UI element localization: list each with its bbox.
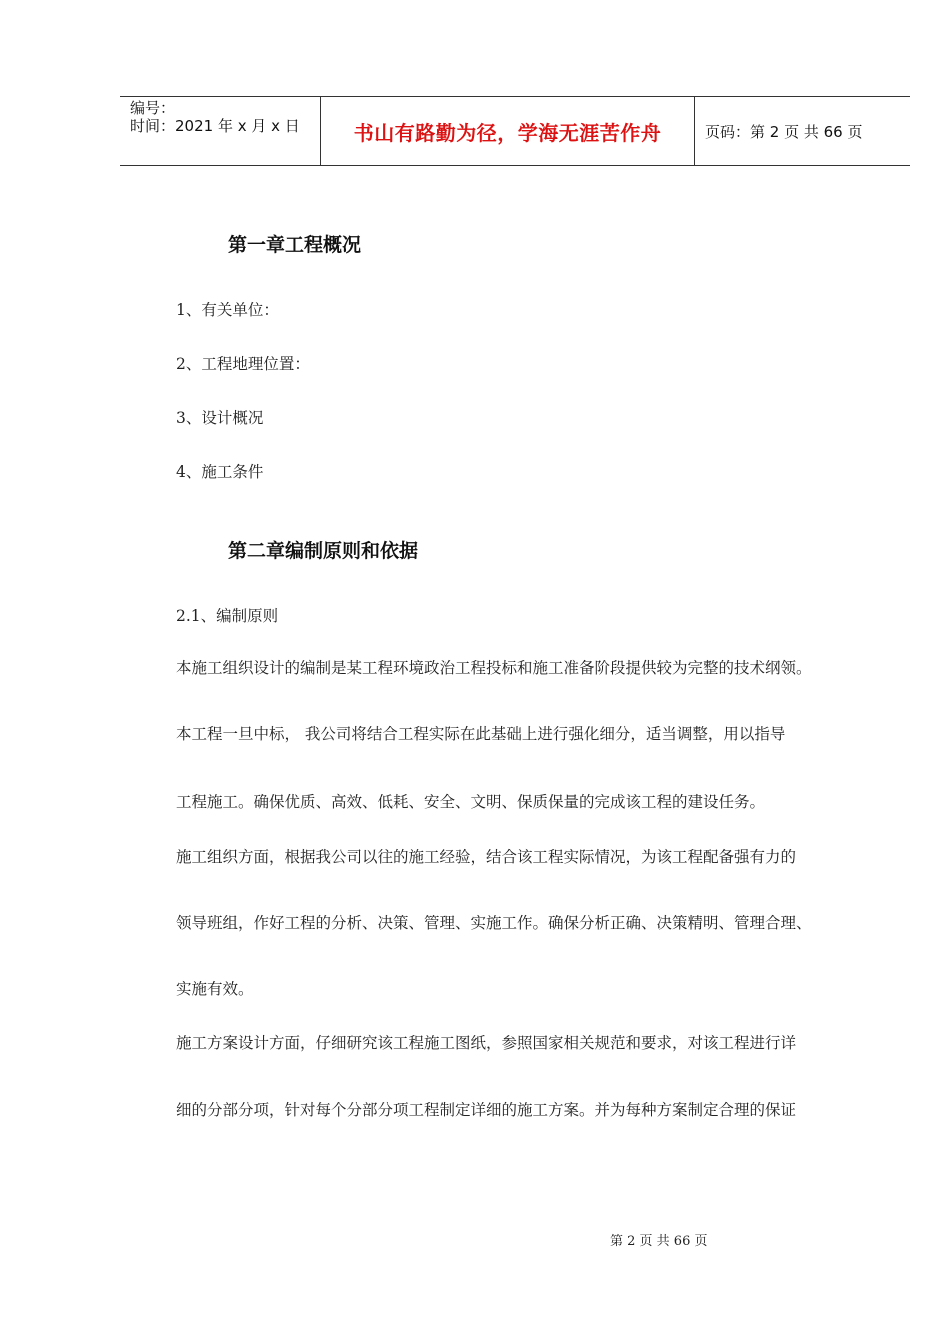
document-header <box>120 96 910 166</box>
body-line: 领导班组，作好工程的分析、决策、管理、实施工作。确保分析正确、决策精明、管理合理、 <box>176 914 812 932</box>
chapter2-title: 第二章编制原则和依据 <box>228 540 419 562</box>
header-motto: 书山有路勤为径，学海无涯苦作舟 <box>321 97 695 165</box>
chapter1-title: 第一章工程概况 <box>228 234 362 256</box>
date-label: 时间：2021 年 x 月 x 日 <box>130 117 300 135</box>
chapter1-item: 3、设计概况 <box>176 409 264 427</box>
page-footer: 第 2 页 共 66 页 <box>610 1234 708 1249</box>
body-line: 施工方案设计方面，仔细研究该工程施工图纸，参照国家相关规范和要求，对该工程进行详 <box>176 1034 797 1052</box>
body-line: 细的分部分项，针对每个分部分项工程制定详细的施工方案。并为每种方案制定合理的保证 <box>176 1101 797 1119</box>
number-label: 编号： <box>130 99 176 117</box>
body-line: 本施工组织设计的编制是某工程环境政治工程投标和施工准备阶段提供较为完整的技术纲领。 <box>176 659 812 677</box>
section-heading: 2.1、编制原则 <box>176 607 279 625</box>
header-meta <box>120 97 321 165</box>
chapter1-item: 4、施工条件 <box>176 463 264 481</box>
body-line: 本工程一旦中标， 我公司将结合工程实际在此基础上进行强化细分，适当调整，用以指导 <box>176 725 786 743</box>
body-line: 工程施工。确保优质、高效、低耗、安全、文明、保质保量的完成该工程的建设任务。 <box>176 793 766 811</box>
body-line: 施工组织方面，根据我公司以往的施工经验，结合该工程实际情况，为该工程配备强有力的 <box>176 848 797 866</box>
chapter1-item: 2、工程地理位置： <box>176 355 310 373</box>
body-line: 实施有效。 <box>176 980 254 998</box>
chapter1-item: 1、有关单位： <box>176 301 279 319</box>
header-page-code: 页码：第 2 页 共 66 页 <box>705 122 863 141</box>
